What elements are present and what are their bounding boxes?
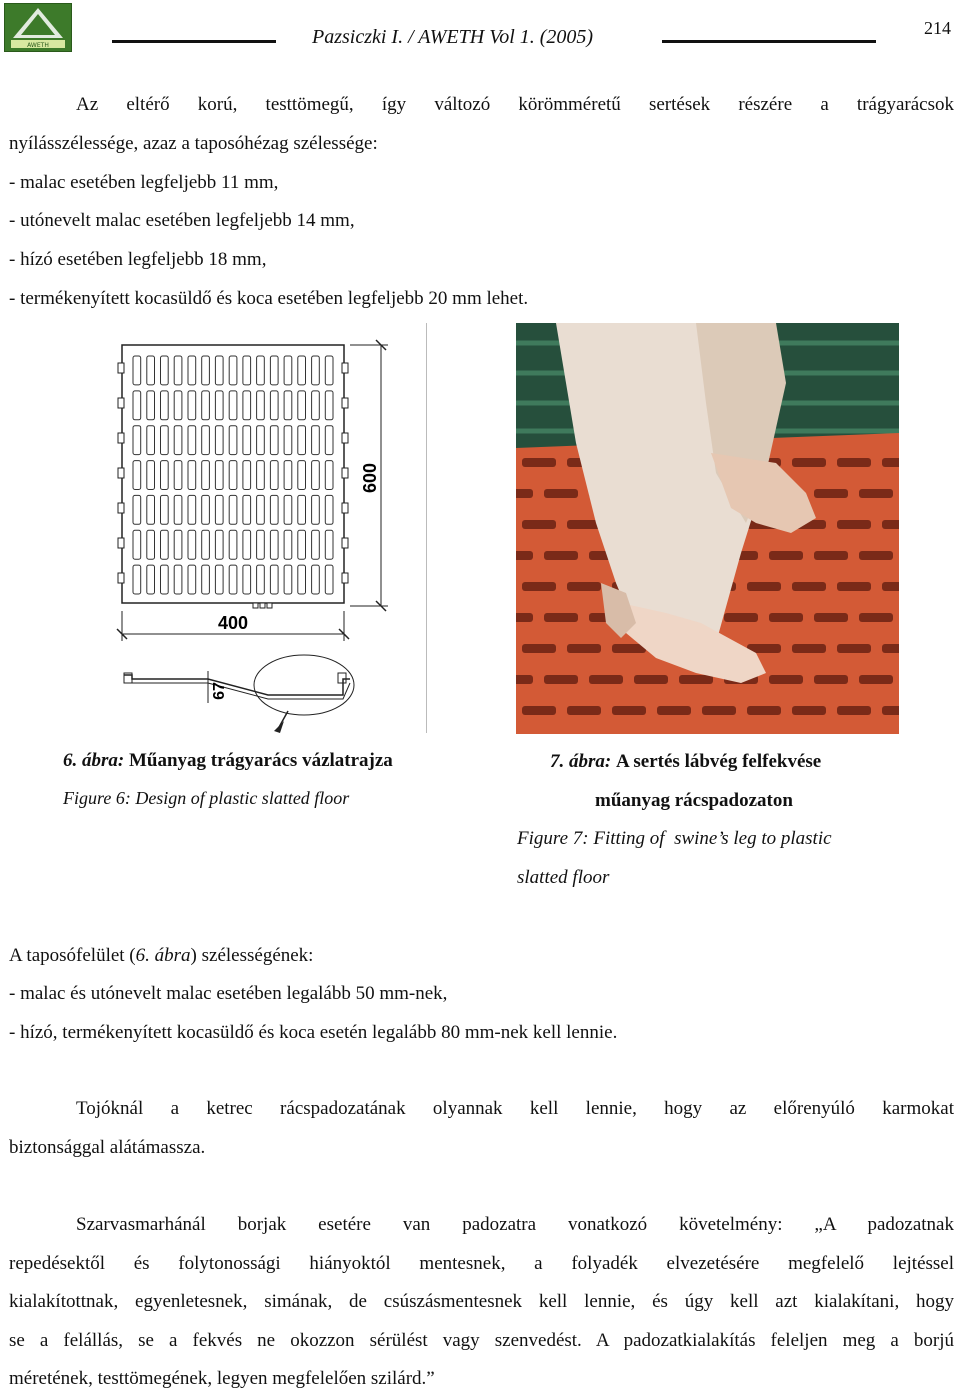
floor-slot [270, 565, 278, 594]
floor-slot [229, 530, 237, 559]
photo-floor-slot [859, 613, 893, 622]
photo-floor-slot [522, 520, 556, 529]
photo-floor-slot [792, 458, 826, 467]
floor-slot [161, 426, 169, 455]
dim-width-label: 400 [217, 613, 249, 633]
floor-slot [215, 391, 223, 420]
intro-item: - hízó esetében legfeljebb 18 mm, [9, 249, 267, 270]
floor-slot [243, 391, 251, 420]
floor-slot [174, 565, 182, 594]
floor-slot [325, 495, 333, 524]
floor-slot [215, 530, 223, 559]
floor-slot [257, 356, 265, 385]
figure-6-title: Műanyag trágyarács vázlatrajza [128, 750, 393, 771]
hens-line-2: biztonsággal alátámassza. [9, 1137, 206, 1158]
floor-slot [284, 495, 292, 524]
photo-floor-slot [882, 520, 899, 529]
figure-7-number: 7. ábra: [550, 751, 612, 772]
floor-slot [202, 391, 210, 420]
figure-6-caption [63, 750, 393, 772]
cattle-line-4: se a felállás, se a fekvés ne okozzon sérülést vagy szenvedést. A padozatkialakítás feleljen meg a borjú [9, 1330, 954, 1351]
floor-slot [270, 530, 278, 559]
floor-slot [133, 495, 141, 524]
floor-slot [284, 565, 292, 594]
floor-slot [202, 356, 210, 385]
floor-slot [133, 565, 141, 594]
photo-floor-slot [882, 582, 899, 591]
floor-slot [133, 356, 141, 385]
floor-slot [161, 391, 169, 420]
cattle-line-3: kialakítottnak, egyenletesnek, simának, de csúszásmentesnek kell lennie, és úgy kell azt kialakítani, hogy [9, 1291, 954, 1312]
figure-6-drawing [88, 323, 427, 733]
floor-slot [147, 461, 155, 490]
photo-floor-slot [516, 613, 533, 622]
floor-slot [147, 356, 155, 385]
photo-floor-slot [702, 706, 736, 715]
floor-slot [133, 426, 141, 455]
floor-slot [174, 461, 182, 490]
floor-slot [257, 461, 265, 490]
photo-floor-slot [837, 458, 871, 467]
floor-slot [174, 530, 182, 559]
floor-slot [229, 461, 237, 490]
floor-slot [202, 565, 210, 594]
floor-slot [215, 461, 223, 490]
photo-floor-slot [882, 458, 899, 467]
photo-floor-slot [814, 489, 848, 498]
floor-slot [174, 391, 182, 420]
floor-slot [257, 565, 265, 594]
floor-slot [215, 426, 223, 455]
intro-item: - termékenyített kocasüldő és koca esetében legfeljebb 20 mm lehet. [9, 288, 529, 309]
cattle-line-2: repedésektől és folytonossági hiányoktól mentesnek, a folyadék elvezetésére megfelelő lejtéssel [9, 1253, 954, 1274]
floor-slot [312, 426, 320, 455]
photo-floor-slot [837, 520, 871, 529]
photo-floor-slot [516, 489, 533, 498]
floor-slot [257, 495, 265, 524]
floor-slot [229, 391, 237, 420]
floor-slot [188, 426, 196, 455]
floor-slot [147, 391, 155, 420]
photo-floor-slot [522, 582, 556, 591]
photo-floor-slot [792, 582, 826, 591]
photo-floor-slot [814, 551, 848, 560]
tread-text-a: A taposófelület ( [9, 945, 136, 966]
photo-floor-slot [522, 706, 556, 715]
tread-item: - hízó, termékenyített kocasüldő és koca esetén legalább 80 mm-nek kell lennie. [9, 1022, 618, 1043]
floor-slot [243, 461, 251, 490]
floor-slot [161, 530, 169, 559]
photo-floor-slot [544, 613, 578, 622]
floor-slot [133, 391, 141, 420]
floor-slot [284, 356, 292, 385]
photo-floor-slot [522, 458, 556, 467]
floor-slot [270, 356, 278, 385]
floor-slot [257, 530, 265, 559]
figure-6-number: 6. ábra: [63, 750, 125, 771]
floor-slot [257, 391, 265, 420]
photo-floor-slot [522, 644, 556, 653]
floor-slot [202, 495, 210, 524]
photo-floor-slot [724, 613, 758, 622]
floor-slot [325, 530, 333, 559]
floor-slot [229, 565, 237, 594]
floor-slot [188, 565, 196, 594]
photo-floor-slot [634, 675, 668, 684]
photo-floor-slot [837, 582, 871, 591]
pig-leg-photo [516, 323, 899, 734]
floor-slot [243, 426, 251, 455]
photo-floor-slot [544, 675, 578, 684]
photo-floor-slot [769, 675, 803, 684]
figure-7-title-a: A sertés lábvég felfekvése [615, 751, 822, 772]
photo-floor-slot [747, 706, 781, 715]
floor-slot [161, 356, 169, 385]
floor-slot [312, 461, 320, 490]
floor-slot [215, 495, 223, 524]
tread-line-1 [9, 945, 313, 967]
figure-7-caption-en-a: Figure 7: Fitting of swine’s leg to plastic [517, 828, 832, 849]
photo-floor-slot [792, 706, 826, 715]
floor-slot [202, 530, 210, 559]
floor-slot [257, 426, 265, 455]
dim-profile-label: 67 [211, 682, 228, 700]
floor-slot [147, 495, 155, 524]
photo-floor-slot [612, 706, 646, 715]
floor-slot [133, 461, 141, 490]
floor-slot [284, 461, 292, 490]
floor-slot [284, 530, 292, 559]
floor-slot [325, 426, 333, 455]
photo-floor-slot [859, 675, 893, 684]
journal-citation: Pazsiczki I. / AWETH Vol 1. (2005) [312, 26, 594, 48]
page-number: 214 [924, 18, 951, 38]
floor-slot [174, 495, 182, 524]
figure-7-caption-en-b: slatted floor [517, 867, 610, 888]
floor-slot [147, 530, 155, 559]
floor-slot [325, 565, 333, 594]
floor-slot [298, 356, 306, 385]
floor-slot [161, 565, 169, 594]
photo-floor-slot [814, 613, 848, 622]
slatted-floor-diagram [88, 323, 426, 733]
floor-slot [284, 391, 292, 420]
floor-slot [298, 391, 306, 420]
header-rule-right [662, 40, 876, 43]
logo-text: AWETH [27, 42, 49, 49]
floor-slot [270, 426, 278, 455]
tread-text-b: ) szélességének: [190, 945, 314, 966]
floor-slot [243, 530, 251, 559]
floor-slot [188, 495, 196, 524]
journal-logo [4, 3, 72, 52]
photo-floor-slot [544, 489, 578, 498]
floor-slot [270, 391, 278, 420]
floor-slot [188, 461, 196, 490]
floor-slot [202, 461, 210, 490]
photo-floor-slot [679, 675, 713, 684]
photo-floor-slot [657, 706, 691, 715]
hens-line-1: Tojóknál a ketrec rácspadozatának olyannak kell lennie, hogy az előrenyúló karmokat [76, 1098, 954, 1119]
photo-floor-slot [747, 582, 781, 591]
floor-slot [161, 461, 169, 490]
photo-floor-slot [837, 706, 871, 715]
floor-slot [243, 565, 251, 594]
cattle-line-1: Szarvasmarhánál borjak esetére van padozatra vonatkozó követelmény: „A padozatnak [76, 1214, 954, 1235]
floor-slot [147, 565, 155, 594]
floor-slot [298, 426, 306, 455]
photo-floor-slot [769, 613, 803, 622]
figure-7-photo [516, 323, 899, 734]
floor-slot [312, 356, 320, 385]
floor-slot [243, 356, 251, 385]
figure-7-caption [550, 751, 821, 773]
floor-slot [174, 356, 182, 385]
photo-floor-slot [567, 706, 601, 715]
floor-slot [161, 495, 169, 524]
floor-slot [147, 426, 155, 455]
photo-floor-slot [567, 644, 601, 653]
floor-slot [229, 356, 237, 385]
floor-slot [298, 565, 306, 594]
tread-item: - malac és utónevelt malac esetében legalább 50 mm-nek, [9, 983, 448, 1004]
floor-slot [188, 356, 196, 385]
floor-slot [133, 530, 141, 559]
intro-item: - utónevelt malac esetében legfeljebb 14 mm, [9, 210, 355, 231]
floor-slot [174, 426, 182, 455]
floor-slot [325, 356, 333, 385]
floor-slot [270, 461, 278, 490]
photo-floor-slot [837, 644, 871, 653]
floor-slot [229, 426, 237, 455]
photo-floor-slot [769, 551, 803, 560]
photo-floor-slot [882, 706, 899, 715]
floor-slot [298, 461, 306, 490]
photo-floor-slot [859, 551, 893, 560]
floor-slot [312, 391, 320, 420]
dim-height-label: 600 [360, 462, 380, 494]
cattle-line-5: méretének, testtömegének, legyen megfelelően szilárd.” [9, 1368, 435, 1389]
header-rule-left [112, 40, 276, 43]
photo-floor-slot [792, 644, 826, 653]
floor-slot [298, 495, 306, 524]
photo-floor-slot [516, 675, 533, 684]
floor-slot [325, 391, 333, 420]
floor-slot [284, 426, 292, 455]
photo-floor-slot [516, 551, 533, 560]
floor-slot [202, 426, 210, 455]
intro-line-2: nyílásszélessége, azaz a taposóhézag szélessége: [9, 133, 378, 154]
floor-slot [215, 565, 223, 594]
floor-slot [298, 530, 306, 559]
photo-floor-slot [859, 489, 893, 498]
figure-6-caption-en: Figure 6: Design of plastic slatted floor [63, 788, 350, 808]
tread-figure-ref: 6. ábra [135, 945, 191, 966]
figure-7-title-b: műanyag rácspadozaton [595, 790, 793, 811]
intro-item: - malac esetében legfeljebb 11 mm, [9, 172, 279, 193]
floor-slot [270, 495, 278, 524]
floor-slot [312, 530, 320, 559]
floor-slot [188, 391, 196, 420]
photo-floor-slot [589, 675, 623, 684]
intro-line-1: Az eltérő korú, testtömegű, így változó körömméretű sertések részére a trágyarácsok [76, 94, 954, 115]
floor-slot [229, 495, 237, 524]
photo-floor-slot [544, 551, 578, 560]
photo-floor-slot [882, 644, 899, 653]
photo-floor-slot [814, 675, 848, 684]
floor-slot [312, 565, 320, 594]
floor-slot [215, 356, 223, 385]
photo-floor-slot [567, 582, 601, 591]
floor-slot [312, 495, 320, 524]
floor-slot [188, 530, 196, 559]
floor-slot [325, 461, 333, 490]
floor-slot [243, 495, 251, 524]
